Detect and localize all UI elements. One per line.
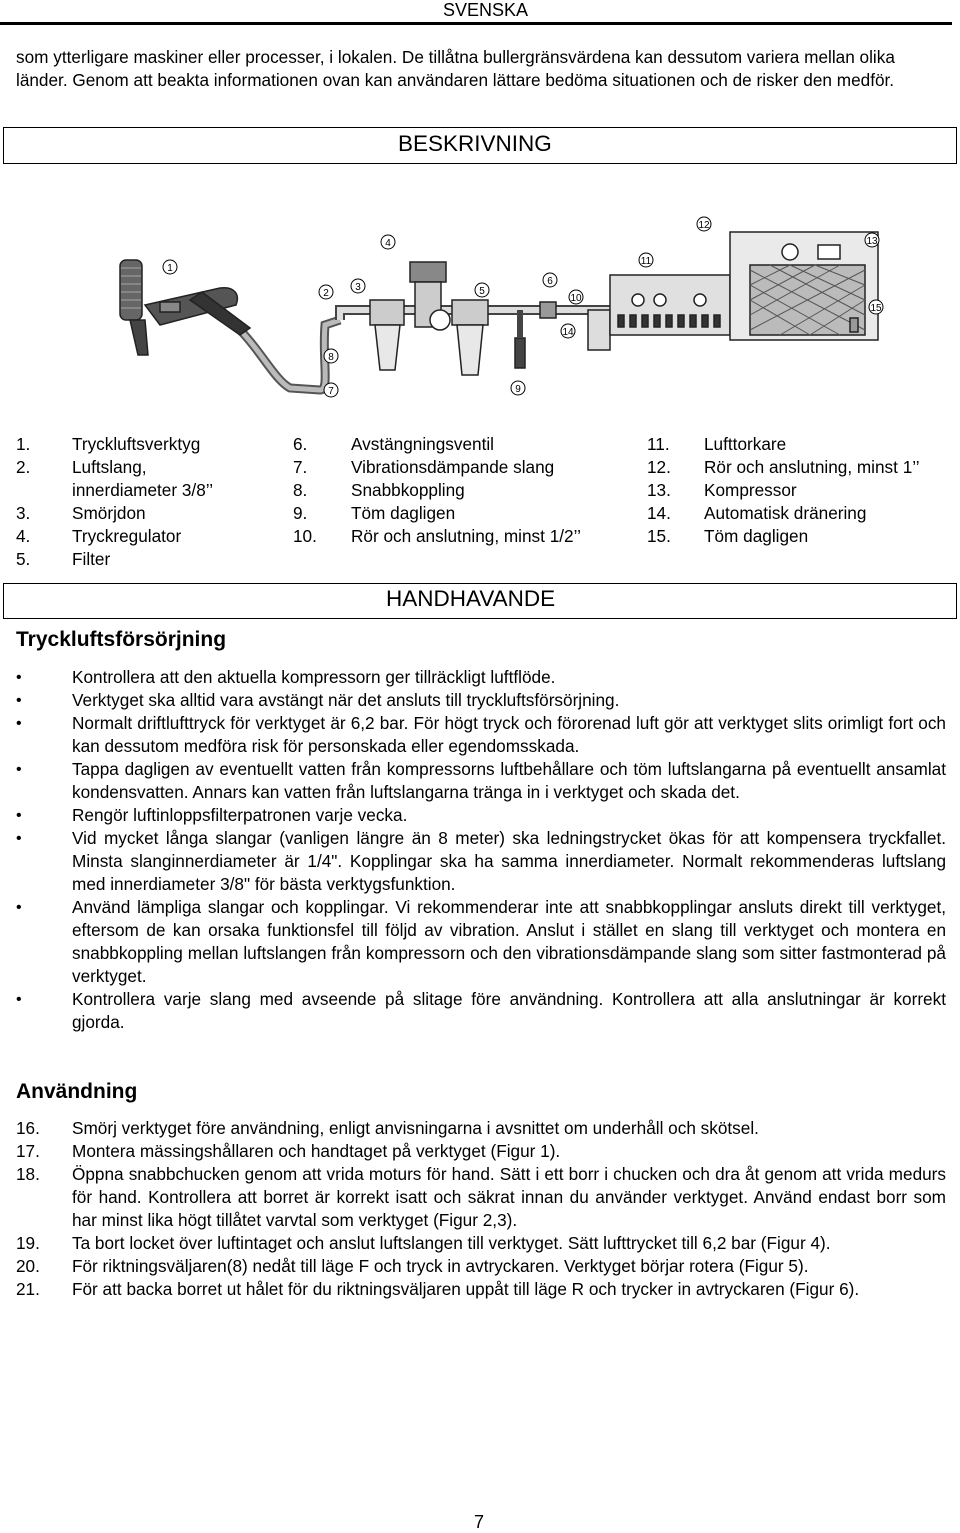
legend-item: 13. Kompressor xyxy=(647,480,797,500)
svg-text:1: 1 xyxy=(167,263,173,274)
page-number: 7 xyxy=(474,1512,485,1532)
legend-item: innerdiameter 3/8’’ xyxy=(72,480,214,500)
svg-text:3: 3 xyxy=(355,282,361,293)
drill-tool xyxy=(120,260,250,355)
legend-item: 9. Töm dagligen xyxy=(293,503,456,523)
list-item: • Kontrollera varje slang med avseende på slitage före användning. Kontrollera att alla anslutningar är korrekt gjorda. xyxy=(16,988,946,1034)
legend-item: 12. Rör och anslutning, minst 1’’ xyxy=(647,457,920,477)
list-item: 20. För riktningsväljaren(8) nedåt till läge F och tryck in avtryckaren. Verktyget börjar rotera (Figur 5). xyxy=(16,1256,809,1276)
svg-text:8: 8 xyxy=(328,352,334,363)
legend-item: 14. Automatisk dränering xyxy=(647,503,867,523)
header-rule xyxy=(0,22,952,25)
list-item: 19. Ta bort locket över luftintaget och anslut luftslangen till verktyget. Sätt lufttrycket till 6,2 bar (Figur 4). xyxy=(16,1233,831,1253)
legend-item: 11. Lufttorkare xyxy=(647,434,787,454)
list-item: • Normalt driftlufttryck för verktyget är 6,2 bar. För högt tryck och förorenad luft gör att verktyget slits orimligt fort och kan dessutom medföra risk för personskada eller egendomsskada. xyxy=(16,712,946,758)
callout-2 xyxy=(319,285,333,299)
callout-10 xyxy=(569,290,583,304)
svg-text:9: 9 xyxy=(515,384,521,395)
handling-title: HANDHAVANDE xyxy=(386,586,556,611)
svg-text:2: 2 xyxy=(323,288,329,299)
callout-7 xyxy=(324,383,338,397)
list-item: • Verktyget ska alltid vara avstängt när det ansluts till tryckluftsförsörjning. xyxy=(16,689,946,712)
legend-item: 8. Snabbkoppling xyxy=(293,480,465,500)
legend-column-1 xyxy=(16,433,213,571)
callout-8 xyxy=(324,349,338,363)
list-item: 16. Smörj verktyget före användning, enligt anvisningarna i avsnittet om underhåll och skötsel. xyxy=(16,1118,759,1138)
handling-bullet-list xyxy=(16,666,946,1034)
air-dryer xyxy=(610,275,730,335)
legend-item: 6. Avstängningsventil xyxy=(293,434,495,454)
usage-heading: Användning xyxy=(16,1080,138,1103)
callout-15 xyxy=(869,300,883,314)
callout-6 xyxy=(543,273,557,287)
svg-text:10: 10 xyxy=(570,293,582,304)
legend-item: 1. Tryckluftsverktyg xyxy=(16,434,201,454)
list-item: 17. Montera mässingshållaren och handtaget på verktyget (Figur 1). xyxy=(16,1141,561,1161)
list-item: 18. Öppna snabbchucken genom att vrida moturs för hand. Sätt i ett borr i chucken och dra åt genom att vrida medurs för hand. Kontrollera att borret är korrekt isatt och säkrat innan du använder verktyget. Använd endast borr som har minst lika högt tillåtet varvtal som verktyget (Figur 2,3). xyxy=(16,1164,946,1230)
usage-steps-list xyxy=(16,1117,946,1301)
legend-item: 5. Filter xyxy=(16,549,111,569)
callout-12 xyxy=(697,217,711,231)
language-label: SVENSKA xyxy=(442,0,528,20)
callout-9 xyxy=(511,381,525,395)
callout-11 xyxy=(639,253,653,267)
svg-text:6: 6 xyxy=(547,276,553,287)
callout-3 xyxy=(351,279,365,293)
intro-paragraph: som ytterligare maskiner eller processer, i lokalen. De tillåtna bullergränsvärdena kan dessutom variera mellan olika länder. Genom att beakta informationen ovan kan användaren lättare bedöma situationen och de risker den medför. xyxy=(16,47,895,90)
callout-4 xyxy=(381,235,395,249)
svg-text:13: 13 xyxy=(866,236,878,247)
list-item: • Rengör luftinloppsfilterpatronen varje vecka. xyxy=(16,804,946,827)
svg-text:4: 4 xyxy=(385,238,391,249)
legend-column-3 xyxy=(647,433,920,548)
list-item: • Använd lämpliga slangar och kopplingar. Vi rekommenderar inte att snabbkopplingar ansluts direkt till verktyget, eftersom de kan orsaka funktionsfel till följd av vibration. Anslut i stället en slang till verktyget och montera en snabbkoppling mellan luftslangen från kompressorn och den vibrationsdämpande slang som sitter fastmonterad på verktyget. xyxy=(16,896,946,988)
svg-text:12: 12 xyxy=(698,220,710,231)
svg-text:15: 15 xyxy=(870,303,882,314)
list-item: • Tappa dagligen av eventuellt vatten från kompressorns luftbehållare och töm luftslangarna på eventuellt ansamlat kondensvatten. Annars kan vatten från luftslangarna tränga in i verktyget och skada det. xyxy=(16,758,946,804)
compressor xyxy=(730,232,878,340)
supply-heading: Tryckluftsförsörjning xyxy=(16,628,227,651)
legend-item: 15. Töm dagligen xyxy=(647,526,809,546)
callout-13 xyxy=(865,233,879,247)
callout-1 xyxy=(163,260,177,274)
svg-text:14: 14 xyxy=(562,327,574,338)
list-item: • Kontrollera att den aktuella kompressorn ger tillräckligt luftflöde. xyxy=(16,666,946,689)
legend-item: 3. Smörjdon xyxy=(16,503,146,523)
list-item: 21. För att backa borret ut hålet för du riktningsväljaren uppåt till läge R och trycker in avtryckaren (Figur 6). xyxy=(16,1279,860,1299)
callout-5 xyxy=(475,283,489,297)
list-item: • Vid mycket långa slangar (vanligen längre än 8 meter) ska ledningstrycket ökas för att kompensera tryckfallet. Minsta slanginnerdiameter är 1/4". Kopplingar ska ha samma innerdiameter. Normalt rekommenderas luftslang med innerdiameter 3/8" för bästa verktygsfunktion. xyxy=(16,827,946,896)
svg-text:11: 11 xyxy=(640,256,652,267)
svg-text:7: 7 xyxy=(328,386,334,397)
legend-item: 4. Tryckregulator xyxy=(16,526,182,546)
legend-column-2 xyxy=(293,433,581,548)
svg-text:5: 5 xyxy=(479,286,485,297)
callout-14 xyxy=(561,324,575,338)
legend-item: 2. Luftslang, xyxy=(16,457,147,477)
description-title: BESKRIVNING xyxy=(398,131,552,156)
air-system-diagram xyxy=(90,210,900,400)
page-header xyxy=(0,0,960,22)
legend-item: 7. Vibrationsdämpande slang xyxy=(293,457,555,477)
legend-item: 10. Rör och anslutning, minst 1/2’’ xyxy=(293,526,581,546)
